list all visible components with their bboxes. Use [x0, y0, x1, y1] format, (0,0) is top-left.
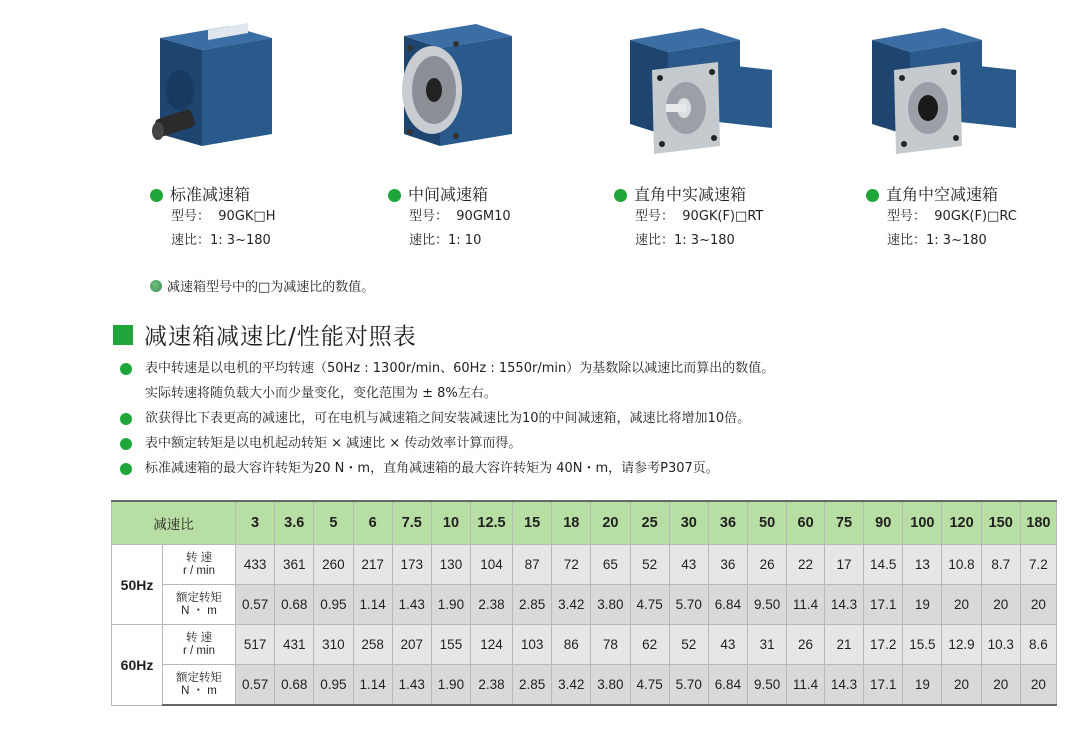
row-label-name: 额定转矩	[176, 671, 222, 684]
table-cell: 217	[353, 545, 392, 585]
table-cell: 260	[314, 545, 353, 585]
ratio-header-cell: 100	[903, 501, 942, 545]
table-header-row	[112, 501, 1057, 545]
table-cell: 15.5	[903, 625, 942, 665]
row-label-name: 转 速	[185, 631, 213, 644]
table-cell: 4.75	[630, 585, 669, 625]
table-cell: 86	[552, 625, 591, 665]
model-label: 型号：	[887, 209, 927, 224]
row-label-cell	[163, 585, 236, 625]
product-name: 直角中实减速箱	[634, 185, 747, 204]
table-cell: 361	[275, 545, 314, 585]
ratio-value: 1: 3~180	[926, 233, 987, 248]
table-cell: 0.95	[314, 665, 353, 706]
right-angle-solid-shaft-gearbox-photo	[622, 18, 782, 158]
model-value: 90GM10	[456, 209, 511, 224]
ratio-header-cell: 7.5	[392, 501, 431, 545]
ratio-header-cell: 50	[748, 501, 787, 545]
table-cell: 3.42	[552, 665, 591, 706]
table-cell: 31	[748, 625, 787, 665]
table-cell: 173	[392, 545, 431, 585]
ratio-header-cell: 20	[591, 501, 630, 545]
list-item: 表中转速是以电机的平均转速（50Hz : 1300r/min、60Hz : 1550r/min）为基数除以减速比而算出的数值。	[120, 356, 1020, 381]
product-name: 中间减速箱	[408, 185, 489, 204]
bullet-dot-icon	[388, 189, 401, 202]
ratio-header-cell: 5	[314, 501, 353, 545]
table-cell: 43	[708, 625, 747, 665]
bullet-dot-icon	[866, 189, 879, 202]
ratio-value: 1: 3~180	[210, 233, 271, 248]
bullet-dot-icon	[120, 438, 132, 450]
product-name: 标准减速箱	[170, 185, 251, 204]
table-cell: 2.38	[471, 585, 513, 625]
ratio-value: 1: 10	[448, 233, 482, 248]
table-cell: 12.9	[942, 625, 981, 665]
table-cell: 517	[236, 625, 275, 665]
bullet-dot-icon	[120, 413, 132, 425]
table-cell: 10.3	[981, 625, 1020, 665]
ratio-header-cell: 3.6	[275, 501, 314, 545]
table-cell: 1.43	[392, 585, 431, 625]
frequency-cell: 50Hz	[112, 545, 163, 625]
ratio-header-cell: 10	[431, 501, 470, 545]
table-cell: 17.2	[864, 625, 903, 665]
table-row	[112, 545, 1057, 585]
table-cell: 431	[275, 625, 314, 665]
ratio-performance-table	[111, 500, 1057, 706]
table-cell: 5.70	[669, 665, 708, 706]
table-cell: 78	[591, 625, 630, 665]
table-cell: 20	[1020, 665, 1056, 706]
table-cell: 7.2	[1020, 545, 1056, 585]
row-label-cell	[163, 665, 236, 706]
table-cell: 310	[314, 625, 353, 665]
table-cell: 4.75	[630, 665, 669, 706]
section-title-text: 减速箱减速比/性能对照表	[144, 324, 417, 350]
row-label-cell	[163, 625, 236, 665]
ratio-header-cell: 12.5	[471, 501, 513, 545]
ratio-header-cell: 60	[787, 501, 825, 545]
ratio-header-cell: 6	[353, 501, 392, 545]
frequency-cell: 60Hz	[112, 625, 163, 706]
ratio-header-cell: 180	[1020, 501, 1056, 545]
product-gallery	[0, 0, 1069, 300]
table-cell: 14.3	[824, 665, 863, 706]
table-cell: 62	[630, 625, 669, 665]
table-cell: 1.14	[353, 585, 392, 625]
bullet-dot-icon	[150, 189, 163, 202]
row-label-unit: N ・ m	[181, 604, 217, 617]
table-row	[112, 585, 1057, 625]
table-cell: 0.95	[314, 585, 353, 625]
right-angle-hollow-shaft-gearbox-photo	[866, 18, 1026, 158]
table-cell: 0.68	[275, 665, 314, 706]
model-label: 型号：	[635, 209, 675, 224]
bullet-dot-icon	[614, 189, 627, 202]
table-cell: 3.80	[591, 665, 630, 706]
table-cell: 6.84	[708, 585, 747, 625]
product-info	[388, 185, 628, 253]
table-cell: 8.7	[981, 545, 1020, 585]
table-cell: 2.85	[513, 585, 552, 625]
table-cell: 258	[353, 625, 392, 665]
bullet-dot-icon	[150, 280, 162, 292]
ratio-header-cell: 30	[669, 501, 708, 545]
row-label-unit: N ・ m	[181, 684, 217, 697]
table-cell: 104	[471, 545, 513, 585]
table-cell: 26	[787, 625, 825, 665]
table-cell: 17	[824, 545, 863, 585]
ratio-value: 1: 3~180	[674, 233, 735, 248]
table-cell: 20	[981, 665, 1020, 706]
table-cell: 87	[513, 545, 552, 585]
table-cell: 9.50	[748, 585, 787, 625]
ratio-header-cell: 25	[630, 501, 669, 545]
ratio-label: 速比：	[171, 233, 211, 248]
table-cell: 155	[431, 625, 470, 665]
table-cell: 130	[431, 545, 470, 585]
product-info	[866, 185, 1069, 253]
table-cell: 14.5	[864, 545, 903, 585]
table-cell: 3.80	[591, 585, 630, 625]
table-cell: 0.68	[275, 585, 314, 625]
ratio-label: 速比：	[887, 233, 927, 248]
ratio-header-cell: 15	[513, 501, 552, 545]
table-cell: 19	[903, 665, 942, 706]
table-cell: 9.50	[748, 665, 787, 706]
table-cell: 2.85	[513, 665, 552, 706]
ratio-header-cell: 3	[236, 501, 275, 545]
table-cell: 433	[236, 545, 275, 585]
model-label: 型号：	[171, 209, 211, 224]
table-cell: 0.57	[236, 665, 275, 706]
table-cell: 1.14	[353, 665, 392, 706]
table-row	[112, 665, 1057, 706]
table-cell: 19	[903, 585, 942, 625]
table-cell: 36	[708, 545, 747, 585]
table-cell: 2.38	[471, 665, 513, 706]
row-label-unit: r / min	[183, 644, 215, 657]
product-info	[150, 185, 390, 253]
row-label-unit: r / min	[183, 564, 215, 577]
table-cell: 20	[942, 585, 981, 625]
table-cell: 20	[981, 585, 1020, 625]
table-cell: 72	[552, 545, 591, 585]
table-cell: 20	[1020, 585, 1056, 625]
table-cell: 10.8	[942, 545, 981, 585]
table-cell: 14.3	[824, 585, 863, 625]
product-name: 直角中空减速箱	[886, 185, 999, 204]
bullet-dot-icon	[120, 463, 132, 475]
ratio-header-cell: 18	[552, 501, 591, 545]
ratio-header-cell: 150	[981, 501, 1020, 545]
list-item: 表中额定转矩是以电机起动转矩 × 减速比 × 传动效率计算而得。	[120, 431, 1020, 456]
table-cell: 52	[630, 545, 669, 585]
section-title	[113, 318, 417, 351]
table-cell: 52	[669, 625, 708, 665]
ratio-label: 速比：	[409, 233, 449, 248]
row-label-cell	[163, 545, 236, 585]
table-cell: 65	[591, 545, 630, 585]
table-cell: 13	[903, 545, 942, 585]
table-cell: 6.84	[708, 665, 747, 706]
table-cell: 1.90	[431, 585, 470, 625]
notes-list	[120, 356, 1020, 481]
ratio-label: 速比：	[635, 233, 675, 248]
table-row	[112, 625, 1057, 665]
row-label-name: 额定转矩	[176, 591, 222, 604]
table-cell: 3.42	[552, 585, 591, 625]
list-item: 标准减速箱的最大容许转矩为20 N・m，直角减速箱的最大容许转矩为 40N・m，请参考P307页。	[120, 456, 1020, 481]
model-label: 型号：	[409, 209, 449, 224]
ratio-header-cell: 120	[942, 501, 981, 545]
ratio-header-cell: 36	[708, 501, 747, 545]
model-value: 90GK□H	[218, 209, 276, 224]
table-cell: 20	[942, 665, 981, 706]
table-cell: 43	[669, 545, 708, 585]
header-label: 减速比	[112, 501, 236, 545]
model-value: 90GK(F)□RT	[682, 209, 764, 224]
table-cell: 22	[787, 545, 825, 585]
ratio-header-cell: 75	[824, 501, 863, 545]
table-cell: 0.57	[236, 585, 275, 625]
bullet-dot-icon	[120, 363, 132, 375]
list-item-continuation: 实际转速将随负载大小而少量变化，变化范围为 ± 8%左右。	[145, 386, 497, 401]
ratio-header-cell: 90	[864, 501, 903, 545]
table-cell: 11.4	[787, 665, 825, 706]
table-cell: 103	[513, 625, 552, 665]
standard-gearbox-photo	[140, 18, 300, 158]
table-cell: 26	[748, 545, 787, 585]
table-cell: 124	[471, 625, 513, 665]
row-label-name: 转 速	[185, 551, 213, 564]
table-cell: 1.43	[392, 665, 431, 706]
intermediate-gearbox-photo	[390, 18, 550, 158]
note-text: 减速箱型号中的□为减速比的数值。	[167, 280, 375, 295]
table-cell: 17.1	[864, 585, 903, 625]
table-cell: 1.90	[431, 665, 470, 706]
product-info	[614, 185, 854, 253]
model-value: 90GK(F)□RC	[934, 209, 1017, 224]
model-note	[150, 276, 374, 295]
table-cell: 17.1	[864, 665, 903, 706]
table-cell: 21	[824, 625, 863, 665]
table-cell: 207	[392, 625, 431, 665]
table-cell: 8.6	[1020, 625, 1056, 665]
table-cell: 11.4	[787, 585, 825, 625]
list-item: 欲获得比下表更高的减速比，可在电机与减速箱之间安装减速比为10的中间减速箱，减速比将增加10倍。	[120, 406, 1020, 431]
square-marker-icon	[113, 325, 133, 345]
table-cell: 5.70	[669, 585, 708, 625]
